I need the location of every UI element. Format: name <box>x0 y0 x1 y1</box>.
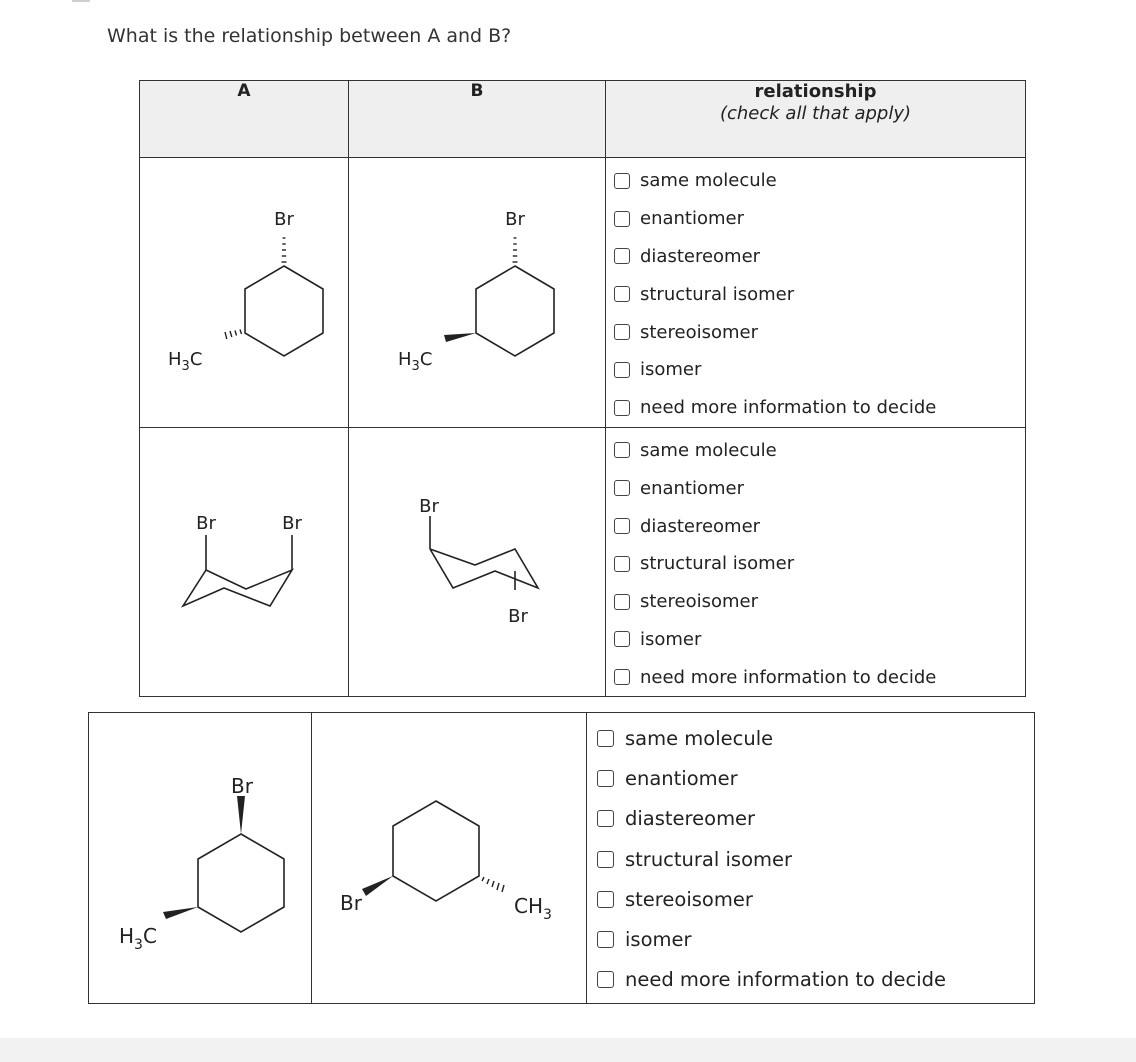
option-label: structural isomer <box>640 553 795 575</box>
checkbox[interactable] <box>597 770 614 787</box>
wedge-bond-br-fill <box>362 876 393 896</box>
option-diastereomer[interactable] <box>614 238 1025 276</box>
ch3-label: $CH_3$ <box>514 894 552 923</box>
option-need-more-info[interactable] <box>614 389 1025 427</box>
wedge-bond-ch3 <box>163 907 198 919</box>
checkbox[interactable] <box>614 324 630 340</box>
option-structural-isomer[interactable] <box>597 839 1034 879</box>
molecule-b-cell <box>349 158 606 428</box>
br-label: Br <box>274 209 294 230</box>
option-label: isomer <box>640 359 702 381</box>
molecule-b-cell <box>349 427 606 697</box>
checkbox[interactable] <box>614 248 630 264</box>
option-stereoisomer[interactable] <box>614 583 1025 621</box>
h3c-label: $H_3C$ <box>398 349 433 374</box>
option-same-molecule[interactable] <box>614 432 1025 470</box>
chair-structure <box>349 428 606 694</box>
option-label: diastereomer <box>625 807 756 831</box>
h3c-label: $H_3C$ <box>119 924 157 953</box>
checkbox[interactable] <box>614 173 630 189</box>
options-list <box>587 713 1034 1000</box>
options-list <box>606 428 1025 697</box>
molecule-b-row3 <box>312 713 587 1003</box>
header-b: B <box>349 81 606 158</box>
br-label-bottom: Br <box>508 605 528 627</box>
checkbox[interactable] <box>614 211 630 227</box>
relationship-options-cell <box>587 713 1035 1004</box>
chair-structure <box>140 428 349 694</box>
option-stereoisomer[interactable] <box>614 313 1025 351</box>
checkbox[interactable] <box>597 931 614 948</box>
header-relationship <box>606 81 1026 158</box>
option-label: stereoisomer <box>640 591 759 613</box>
cyclohexane-structure <box>89 713 312 1003</box>
option-label: need more information to decide <box>640 666 937 688</box>
option-need-more-info[interactable] <box>597 960 1034 1000</box>
checkbox[interactable] <box>597 851 614 868</box>
relationship-subtitle: (check all that apply) <box>719 103 912 124</box>
option-label: enantiomer <box>640 477 745 499</box>
cyclohexane-structure <box>140 158 349 424</box>
option-label: same molecule <box>625 726 774 750</box>
option-label: same molecule <box>640 170 777 192</box>
option-label: isomer <box>640 628 702 650</box>
checkbox[interactable] <box>614 400 630 416</box>
molecule-b-row2 <box>349 428 606 694</box>
header-a: A <box>140 81 349 158</box>
option-label: isomer <box>625 928 692 952</box>
option-label: diastereomer <box>640 245 761 267</box>
molecule-a-row3 <box>89 713 312 1003</box>
option-label: enantiomer <box>640 208 745 230</box>
checkbox[interactable] <box>614 669 630 685</box>
option-isomer[interactable] <box>597 919 1034 959</box>
header-row <box>140 81 1026 158</box>
question-row-1 <box>140 158 1026 428</box>
checkbox[interactable] <box>614 556 630 572</box>
option-label: enantiomer <box>625 766 738 790</box>
option-diastereomer[interactable] <box>614 507 1025 545</box>
option-label: same molecule <box>640 439 777 461</box>
option-enantiomer[interactable] <box>614 469 1025 507</box>
option-label: diastereomer <box>640 515 761 537</box>
checkbox[interactable] <box>614 594 630 610</box>
relationship-table-2 <box>88 712 1035 1004</box>
option-same-molecule[interactable] <box>597 718 1034 758</box>
cyclohexane-structure <box>349 158 606 424</box>
molecule-a-row2 <box>140 428 349 694</box>
chair-ring <box>183 570 292 606</box>
molecule-a-cell <box>89 713 312 1004</box>
checkbox[interactable] <box>614 518 630 534</box>
relationship-options-cell <box>606 158 1026 428</box>
option-label: structural isomer <box>640 283 795 305</box>
checkbox[interactable] <box>614 362 630 378</box>
hashed-bond-ch3 <box>482 877 504 892</box>
bottom-bar <box>0 1038 1136 1062</box>
relationship-options-cell <box>606 427 1026 697</box>
br-label: Br <box>231 774 253 798</box>
br-label: Br <box>340 891 362 915</box>
checkbox[interactable] <box>597 971 614 988</box>
question-row-2 <box>140 427 1026 697</box>
hashed-bond-br <box>513 238 518 262</box>
hashed-bond-ch3 <box>225 330 242 340</box>
br-label-top: Br <box>419 495 439 517</box>
option-isomer[interactable] <box>614 351 1025 389</box>
option-label: structural isomer <box>625 847 793 871</box>
option-label: need more information to decide <box>640 397 937 419</box>
ring <box>245 266 323 356</box>
top-bar <box>0 0 1136 3</box>
wedge-bond-br <box>237 796 245 834</box>
option-diastereomer[interactable] <box>597 799 1034 839</box>
ring <box>393 801 479 901</box>
molecule-b-cell <box>312 713 587 1004</box>
checkbox[interactable] <box>614 442 630 458</box>
option-same-molecule[interactable] <box>614 162 1025 200</box>
molecule-b-row1 <box>349 158 606 424</box>
wedge-bond-ch3 <box>444 333 476 342</box>
checkbox[interactable] <box>614 631 630 647</box>
ring <box>476 266 554 356</box>
question-row-3 <box>89 713 1035 1004</box>
option-structural-isomer[interactable] <box>614 545 1025 583</box>
h3c-label: $H_3C$ <box>168 349 203 374</box>
molecule-a-cell <box>140 158 349 428</box>
option-label: stereoisomer <box>625 887 753 911</box>
hashed-bond-br <box>282 238 287 262</box>
chair-ring <box>430 549 538 588</box>
relationship-title: relationship <box>754 81 877 102</box>
relationship-table-1 <box>139 80 1026 697</box>
br-label-right: Br <box>282 512 302 534</box>
molecule-a-row1 <box>140 158 349 424</box>
option-stereoisomer[interactable] <box>597 879 1034 919</box>
checkbox[interactable] <box>597 730 614 747</box>
checkbox[interactable] <box>597 810 614 827</box>
br-label: Br <box>505 209 525 230</box>
ring <box>198 834 284 932</box>
option-need-more-info[interactable] <box>614 658 1025 696</box>
checkbox[interactable] <box>597 891 614 908</box>
option-structural-isomer[interactable] <box>614 275 1025 313</box>
molecule-a-cell <box>140 427 349 697</box>
top-tick <box>72 0 90 2</box>
option-enantiomer[interactable] <box>597 758 1034 798</box>
checkbox[interactable] <box>614 480 630 496</box>
question-text: What is the relationship between A and B? <box>107 25 512 47</box>
option-isomer[interactable] <box>614 621 1025 659</box>
option-enantiomer[interactable] <box>614 200 1025 238</box>
cyclohexane-structure <box>312 713 587 1003</box>
br-label-left: Br <box>196 512 216 534</box>
option-label: need more information to decide <box>625 968 947 992</box>
options-list <box>606 158 1025 427</box>
checkbox[interactable] <box>614 286 630 302</box>
option-label: stereoisomer <box>640 321 759 343</box>
